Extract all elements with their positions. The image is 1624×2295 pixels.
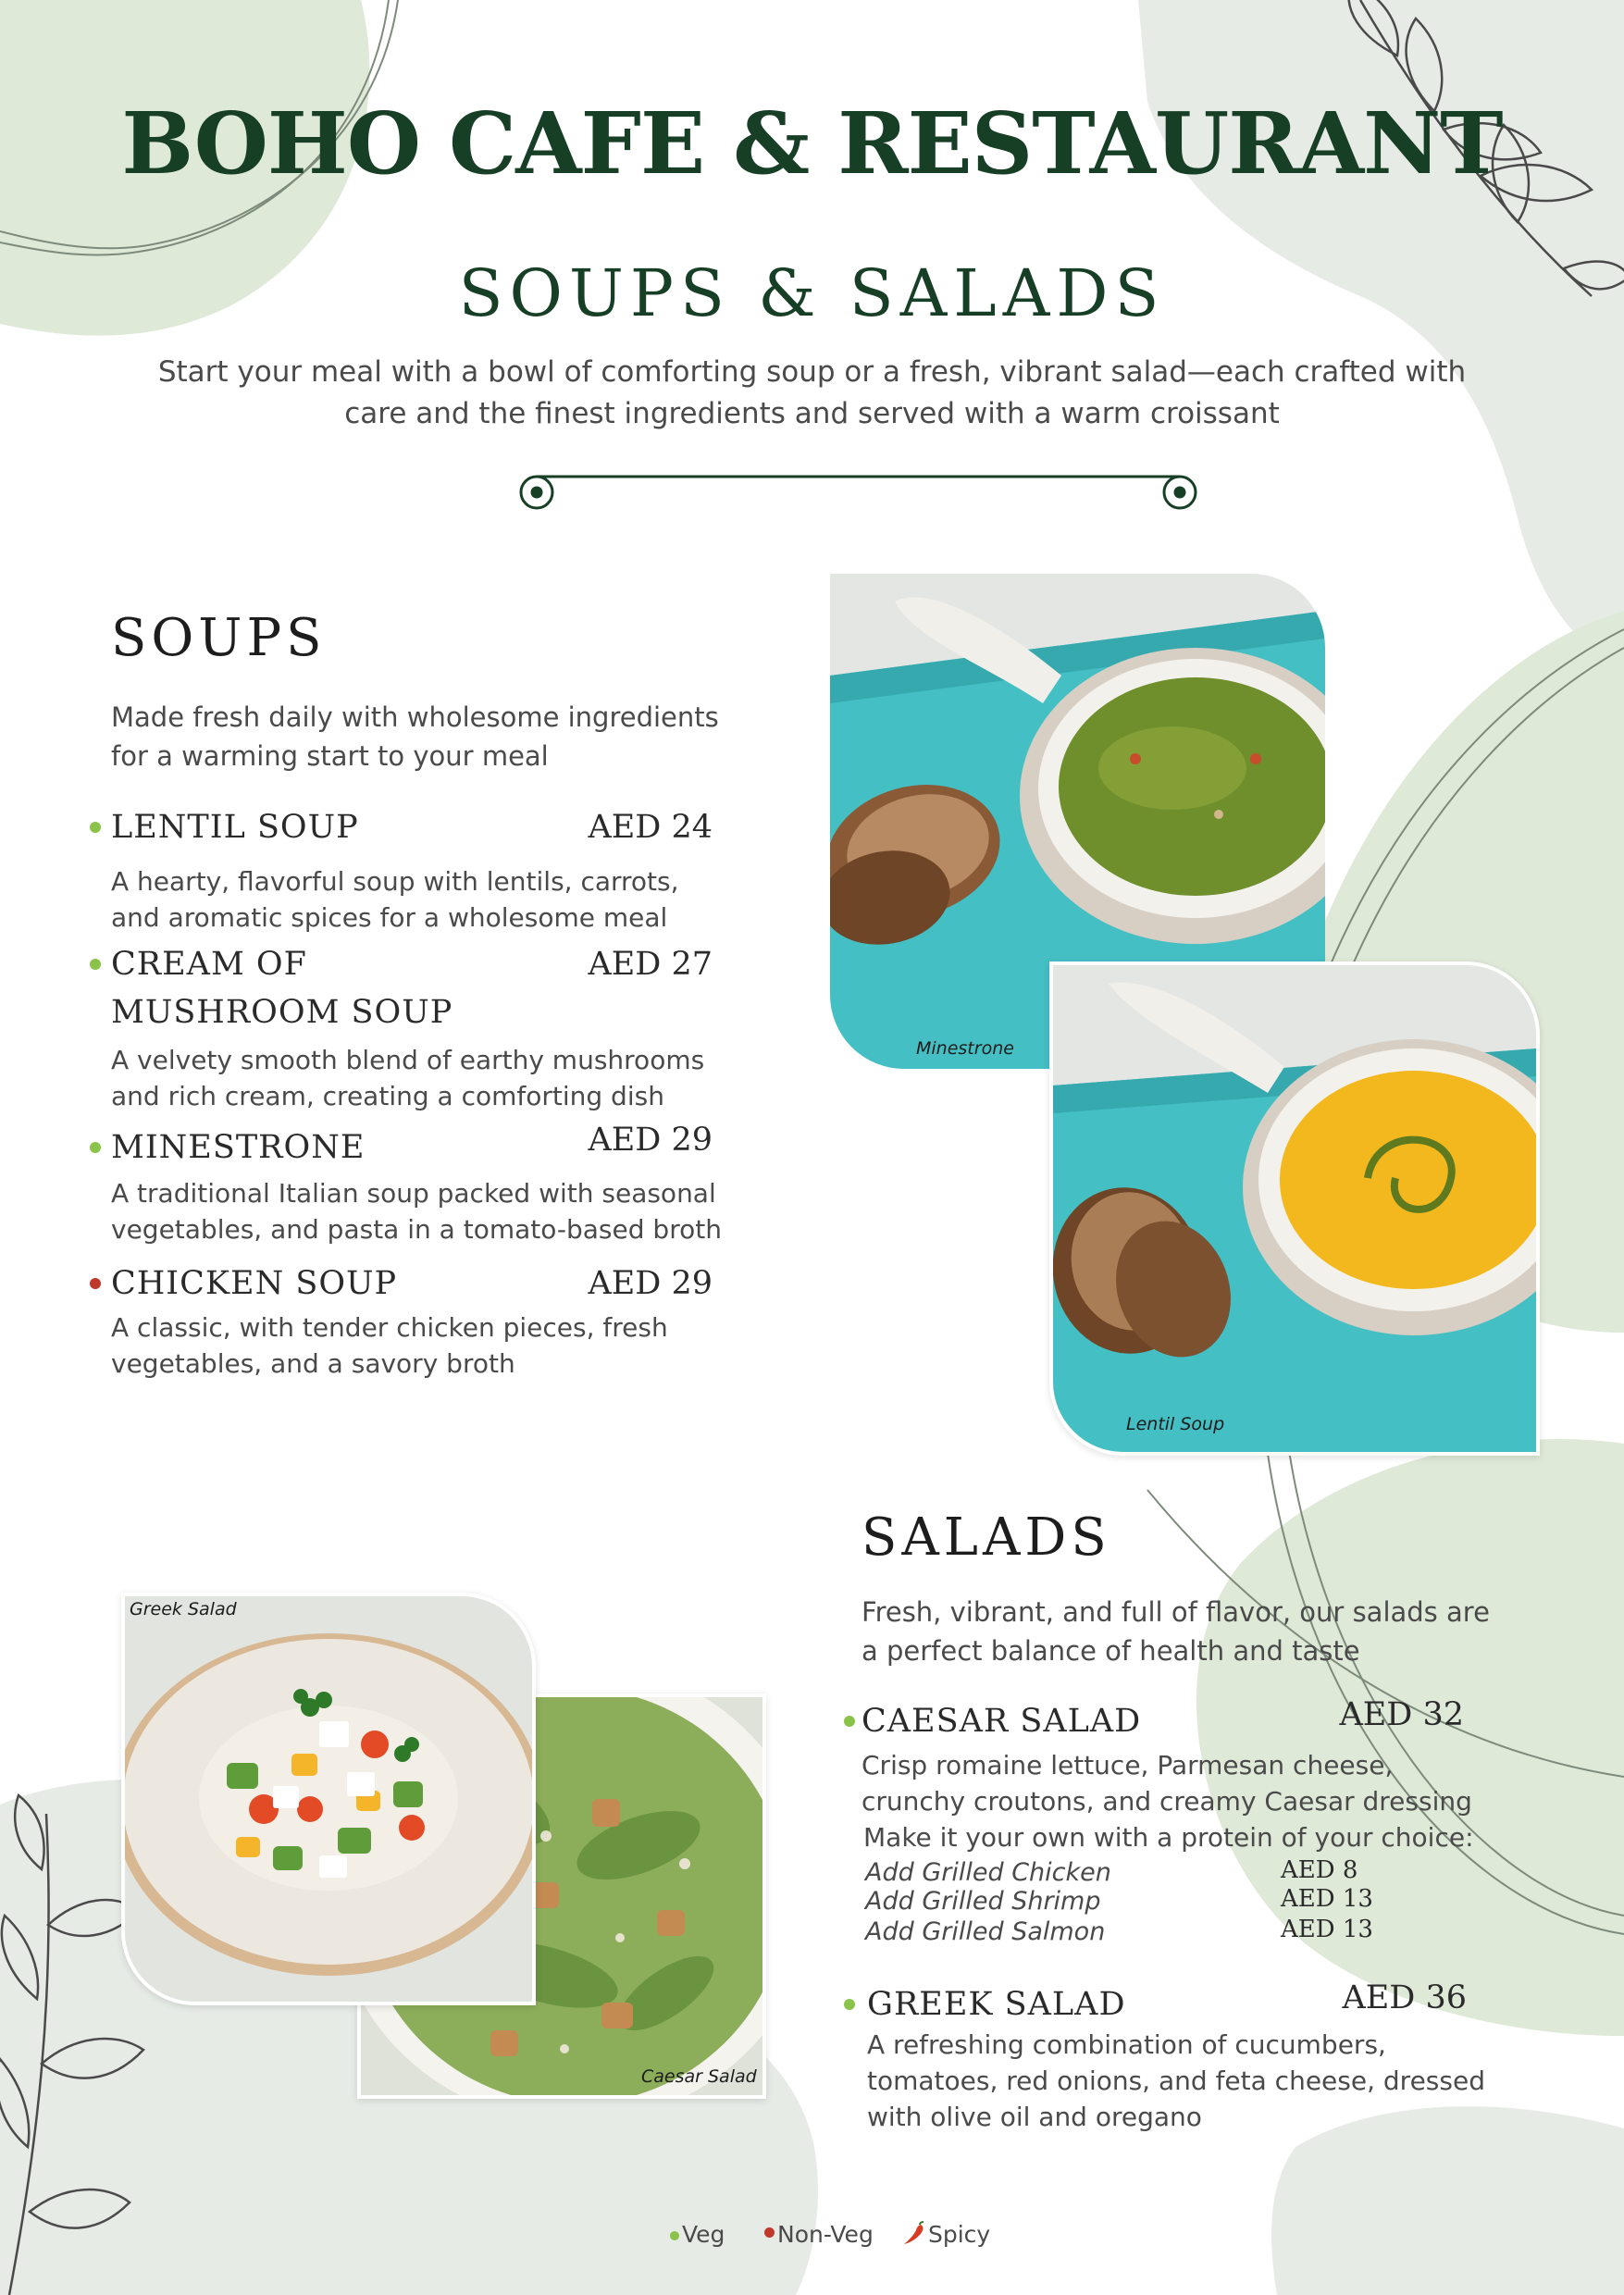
menu-item-name: CAESAR SALAD bbox=[862, 1703, 1142, 1740]
addon-name: Add Grilled Shrimp bbox=[865, 1887, 1101, 1916]
lentil-soup-photo bbox=[1049, 961, 1540, 1456]
menu-item-description: A hearty, flavorful soup with lentils, carrots, and aromatic spices for a wholesome meal bbox=[111, 866, 679, 933]
soups-title: SOUPS bbox=[111, 608, 327, 668]
veg-dot bbox=[90, 822, 101, 833]
spicy-legend-label: Spicy bbox=[928, 2221, 991, 2248]
menu-item-description: Crisp romaine lettuce, Parmesan cheese, crunchy croutons, and creamy Caesar dressing bbox=[862, 1750, 1472, 1817]
menu-item-description: A velvety smooth blend of earthy mushrooms and rich cream, creating a comforting dish bbox=[111, 1045, 705, 1111]
photo-caption: Minestrone bbox=[916, 1038, 1014, 1059]
menu-item-name: CHICKEN SOUP bbox=[111, 1265, 398, 1302]
protein-note: Make it your own with a protein of your choice: bbox=[863, 1822, 1474, 1853]
menu-item-price: AED 36 bbox=[1342, 1979, 1467, 2016]
menu-item-price: AED 29 bbox=[588, 1265, 713, 1302]
photo-caption: Caesar Salad bbox=[641, 2066, 757, 2087]
photo-caption: Greek Salad bbox=[130, 1599, 237, 1619]
non-veg-dot bbox=[90, 1278, 101, 1289]
menu-item-name: LENTIL SOUP bbox=[111, 809, 359, 846]
addon-name: Add Grilled Chicken bbox=[865, 1858, 1111, 1887]
salads-description: Fresh, vibrant, and full of flavor, our salads are a perfect balance of health and taste bbox=[862, 1596, 1490, 1667]
page-title: SOUPS & SALADS bbox=[458, 255, 1166, 331]
menu-item-name: GREEK SALAD bbox=[867, 1986, 1126, 2023]
greek-salad-photo bbox=[121, 1593, 536, 2005]
menu-item-name: CREAM OF MUSHROOM SOUP bbox=[111, 946, 453, 1031]
menu-item-description: A refreshing combination of cucumbers, tomatoes, red onions, and feta cheese, dressed with olive oil and oregano bbox=[867, 2029, 1485, 2132]
addon-price: AED 13 bbox=[1281, 1916, 1373, 1943]
menu-item-description: A traditional Italian soup packed with seasonal vegetables, and pasta in a tomato-based broth bbox=[111, 1178, 722, 1245]
veg-dot bbox=[90, 959, 101, 970]
non-veg-legend-dot bbox=[764, 2227, 775, 2238]
menu-item-price: AED 27 bbox=[588, 946, 713, 983]
menu-item-description: A classic, with tender chicken pieces, fresh vegetables, and a savory broth bbox=[111, 1312, 668, 1379]
soups-description: Made fresh daily with wholesome ingredients for a warming start to your meal bbox=[111, 701, 719, 772]
addon-price: AED 8 bbox=[1281, 1856, 1358, 1884]
photo-caption: Lentil Soup bbox=[1126, 1414, 1225, 1434]
veg-legend-dot bbox=[670, 2231, 679, 2240]
chili-pepper-icon bbox=[902, 2221, 926, 2247]
menu-item-name: MINESTRONE bbox=[111, 1129, 366, 1166]
non-veg-legend-label: Non-Veg bbox=[777, 2221, 874, 2248]
addon-price: AED 13 bbox=[1281, 1885, 1373, 1913]
veg-dot bbox=[844, 1999, 855, 2010]
salads-title: SALADS bbox=[862, 1507, 1111, 1568]
menu-item-price: AED 29 bbox=[588, 1122, 713, 1159]
menu-item-price: AED 32 bbox=[1339, 1696, 1464, 1733]
restaurant-name: BOHO CAFE & RESTAURANT bbox=[121, 93, 1503, 193]
page-intro: Start your meal with a bowl of comforting soup or a fresh, vibrant salad—each crafted with care and the finest ingredients and served with a warm croissant bbox=[157, 355, 1467, 430]
veg-legend-label: Veg bbox=[682, 2221, 725, 2248]
addon-name: Add Grilled Salmon bbox=[865, 1917, 1106, 1946]
menu-item-price: AED 24 bbox=[588, 809, 713, 846]
veg-dot bbox=[844, 1716, 855, 1727]
veg-dot bbox=[90, 1142, 101, 1153]
